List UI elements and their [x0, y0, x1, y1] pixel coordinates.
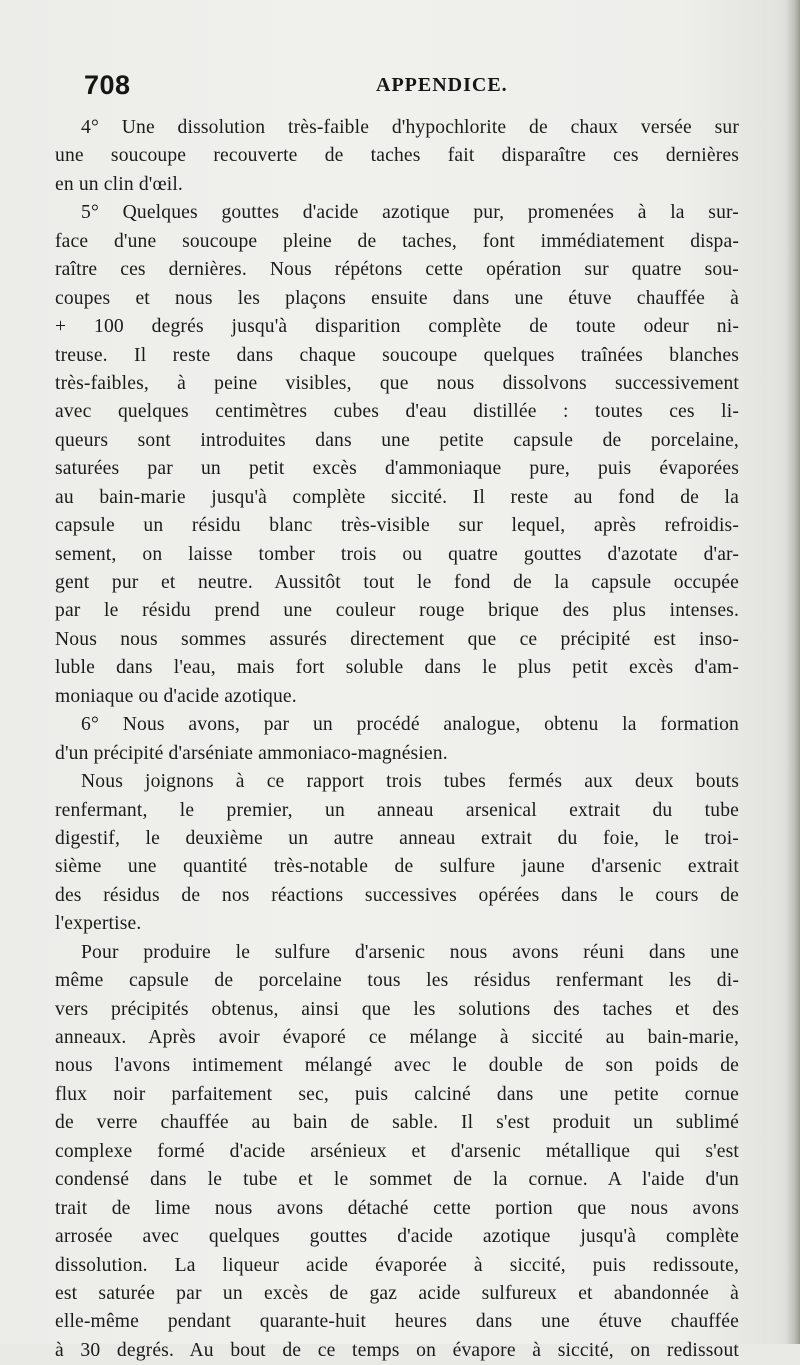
text-line: par le résidu prend une couleur rouge brique des plus intenses.	[55, 600, 739, 622]
text-line: gent pur et neutre. Aussitôt tout le fond de la capsule occupée	[55, 572, 739, 593]
text-line: trait de lime nous avons détaché cette portion que nous avons	[55, 1197, 739, 1219]
text-line: est saturée par un excès de gaz acide sulfureux et abandonnée à	[55, 1282, 739, 1304]
text-line: à 30 degrés. Au bout de ce temps on évapore à siccité, on redissout	[55, 1339, 739, 1361]
text-line: capsule un résidu blanc très-visible sur lequel, après refroidis-	[55, 515, 739, 537]
text-line: de verre chauffée au bain de sable. Il s'est produit un sublimé	[55, 1112, 739, 1134]
page-edge-shadow	[786, 0, 800, 1344]
text-line: sième une quantité très-notable de sulfure jaune d'arsenic extrait	[55, 856, 739, 878]
page-header	[84, 70, 724, 104]
text-line: nous l'avons intimement mélangé avec le double de son poids de	[55, 1055, 739, 1077]
body-text	[55, 114, 739, 1365]
text-line: d'un précipité d'arséniate ammoniaco-magnésien.	[55, 742, 448, 764]
text-line: coupes et nous les plaçons ensuite dans une étuve chauffée à	[55, 287, 739, 309]
text-line: une soucoupe recouverte de taches fait disparaître ces dernières	[55, 145, 739, 167]
text-line: luble dans l'eau, mais fort soluble dans le plus petit excès d'am-	[55, 657, 739, 679]
text-line: 6° Nous avons, par un procédé analogue, obtenu la formation	[81, 714, 739, 736]
text-line: treuse. Il reste dans chaque soucoupe quelques traînées blanches	[55, 344, 739, 366]
text-line: renfermant, le premier, un anneau arsenical extrait du tube	[55, 799, 739, 821]
text-line: + 100 degrés jusqu'à disparition complète de toute odeur ni-	[55, 316, 739, 338]
text-line: sement, on laisse tomber trois ou quatre gouttes d'azotate d'ar-	[55, 543, 739, 565]
text-line: saturées par un petit excès d'ammoniaque pure, puis évaporées	[55, 458, 739, 480]
running-head: APPENDICE.	[376, 74, 508, 96]
text-line: même capsule de porcelaine tous les résidus renfermant les di-	[55, 970, 739, 992]
text-line: raître ces dernières. Nous répétons cette opération sur quatre sou-	[55, 259, 739, 281]
text-line: Nous nous sommes assurés directement que ce précipité est inso-	[55, 628, 739, 650]
text-line: face d'une soucoupe pleine de taches, font immédiatement dispa-	[55, 230, 739, 252]
text-line: queurs sont introduites dans une petite capsule de porcelaine,	[55, 429, 739, 451]
text-line: digestif, le deuxième un autre anneau extrait du foie, le troi-	[55, 827, 739, 849]
text-line: vers précipités obtenus, ainsi que les solutions des taches et des	[55, 998, 739, 1020]
text-line: dissolution. La liqueur acide évaporée à siccité, puis redissoute,	[55, 1254, 739, 1276]
page-number: 708	[84, 70, 131, 100]
text-line: complexe formé d'acide arsénieux et d'arsenic métallique qui s'est	[55, 1140, 739, 1162]
text-line: anneaux. Après avoir évaporé ce mélange à siccité au bain-marie,	[55, 1027, 739, 1048]
text-line: flux noir parfaitement sec, puis calciné dans une petite cornue	[55, 1083, 739, 1105]
text-line: elle-même pendant quarante-huit heures dans une étuve chauffée	[55, 1311, 739, 1333]
text-line: en un clin d'œil.	[55, 173, 183, 195]
text-line: avec quelques centimètres cubes d'eau distillée : toutes ces li-	[55, 401, 739, 423]
text-line: au bain-marie jusqu'à complète siccité. Il reste au fond de la	[55, 486, 739, 508]
text-line: Nous joignons à ce rapport trois tubes fermés aux deux bouts	[81, 771, 739, 793]
text-line: 5° Quelques gouttes d'acide azotique pur, promenées à la sur-	[81, 202, 739, 224]
text-line: condensé dans le tube et le sommet de la cornue. A l'aide d'un	[55, 1169, 739, 1191]
text-line: 4° Une dissolution très-faible d'hypochlorite de chaux versée sur	[81, 117, 739, 138]
text-line: arrosée avec quelques gouttes d'acide azotique jusqu'à complète	[55, 1226, 739, 1248]
text-line: moniaque ou d'acide azotique.	[55, 685, 297, 707]
text-line: l'expertise.	[55, 913, 142, 935]
text-line: des résidus de nos réactions successives opérées dans le cours de	[55, 884, 739, 906]
text-line: Pour produire le sulfure d'arsenic nous avons réuni dans une	[81, 941, 739, 963]
text-line: très-faibles, à peine visibles, que nous dissolvons successivement	[55, 372, 739, 394]
